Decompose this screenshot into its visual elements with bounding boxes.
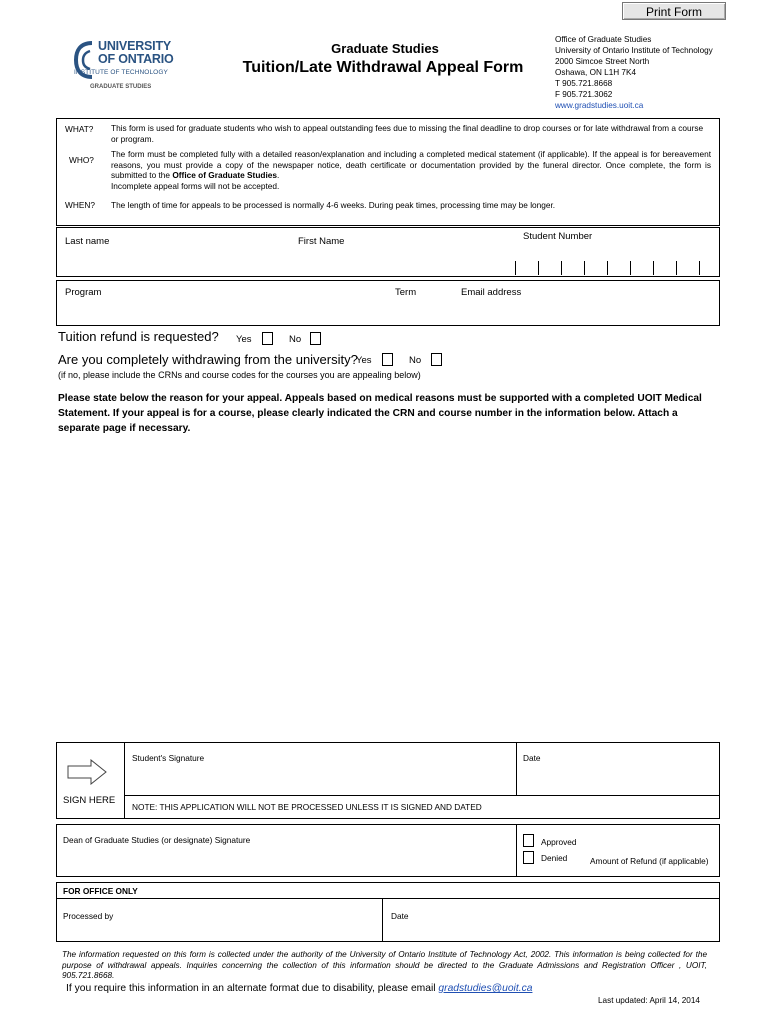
student-signature-label: Student's Signature <box>132 753 205 763</box>
signature-note: NOTE: THIS APPLICATION WILL NOT BE PROCESSED UNLESS IT IS SIGNED AND DATED <box>132 802 482 812</box>
approved-checkbox[interactable] <box>523 834 534 847</box>
student-number-digit-boxes[interactable] <box>515 261 700 275</box>
withdraw-note: (if no, please include the CRNs and course codes for the courses you are appealing below) <box>58 370 421 380</box>
privacy-notice: The information requested on this form is collected under the authority of the University of Ontario Institute of Technology Act, 2002. This information is being collected for the purpose of withdrawal appeals. Inquiries concerning the collection of this information should be directed to the Graduate Admissions and Registration Officer , UOIT, 905.721.8668. <box>62 950 707 980</box>
reason-instructions: Please state below the reason for your appeal. Appeals based on medical reasons must be supported with a completed UOIT Medical Statement. If your appeal is for a course, please clearly indicated the CRN and course number in the information below. Attach a separate page if necessary. <box>58 393 702 434</box>
email-label: Email address <box>461 287 522 298</box>
refund-no-label: No <box>289 334 302 345</box>
signature-date-field[interactable] <box>523 765 713 793</box>
arrow-right-icon <box>67 759 107 785</box>
signature-note-divider <box>124 795 720 796</box>
dean-divider <box>516 824 517 877</box>
when-label: WHEN? <box>65 200 95 210</box>
refund-amount-label: Amount of Refund (if applicable) <box>590 856 709 866</box>
student-signature-field[interactable] <box>132 765 510 793</box>
last-updated: Last updated: April 14, 2014 <box>598 996 700 1005</box>
approved-label: Approved <box>541 837 577 847</box>
print-form-button[interactable]: Print Form <box>622 2 726 20</box>
what-label: WHAT? <box>65 124 94 134</box>
office-date-label: Date <box>391 911 409 921</box>
who-text <box>111 149 711 191</box>
reason-text-area[interactable] <box>58 440 718 735</box>
withdraw-question: Are you completely withdrawing from the university? <box>58 352 358 367</box>
alt-format-text: If you require this information in an alternate format due to disability, please email <box>66 983 439 994</box>
refund-no-checkbox[interactable] <box>310 332 321 345</box>
department-title: Graduate Studies <box>331 41 439 56</box>
office-divider <box>382 898 383 942</box>
program-field-box[interactable] <box>56 280 720 326</box>
refund-question: Tuition refund is requested? <box>58 329 219 344</box>
what-text: This form is used for graduate students who wish to appeal outstanding fees due to missing the final deadline to drop courses or for late withdrawal from a course or program. <box>111 123 704 144</box>
address-line: 2000 Simcoe Street North <box>555 57 650 66</box>
fax-number: F 905.721.3062 <box>555 90 613 99</box>
term-label: Term <box>395 287 417 298</box>
signature-date-label: Date <box>523 753 541 763</box>
signature-date-divider <box>516 742 517 795</box>
withdraw-yes-label: Yes <box>356 355 372 366</box>
logo-line-2: OF ONTARIO <box>98 52 174 66</box>
last-name-label: Last name <box>65 236 110 247</box>
who-text-bold: Office of Graduate Studies <box>172 170 277 180</box>
email-link[interactable]: gradstudies@uoit.ca <box>438 983 533 994</box>
first-name-label: First Name <box>298 236 345 247</box>
who-label: WHO? <box>69 155 94 165</box>
withdraw-no-label: No <box>409 355 422 366</box>
office-box <box>56 882 720 942</box>
dean-signature-label: Dean of Graduate Studies (or designate) Signature <box>63 835 251 845</box>
alt-format-notice <box>66 983 532 994</box>
who-text-part: . <box>277 170 280 180</box>
address-line: Oshawa, ON L1H 7K4 <box>555 68 637 77</box>
denied-label: Denied <box>541 853 568 863</box>
address-line: Office of Graduate Studies <box>555 35 652 44</box>
office-header: FOR OFFICE ONLY <box>63 886 138 896</box>
sign-here-label: SIGN HERE <box>63 795 116 806</box>
processed-by-label: Processed by <box>63 911 114 921</box>
denied-checkbox[interactable] <box>523 851 534 864</box>
form-title: Tuition/Late Withdrawal Appeal Form <box>242 59 524 76</box>
who-text-note: Incomplete appeal forms will not be accepted. <box>111 180 280 191</box>
withdraw-no-checkbox[interactable] <box>431 353 442 366</box>
logo-subtitle: INSTITUTE OF TECHNOLOGY <box>74 69 168 76</box>
office-header-divider <box>56 898 720 899</box>
refund-yes-checkbox[interactable] <box>262 332 273 345</box>
website-link[interactable]: www.gradstudies.uoit.ca <box>555 101 644 110</box>
refund-yes-label: Yes <box>236 334 252 345</box>
phone-number: T 905.721.8668 <box>555 79 613 88</box>
when-text: The length of time for appeals to be processed is normally 4-6 weeks. During peak times, processing time may be longer. <box>111 200 556 210</box>
student-number-label: Student Number <box>523 231 593 242</box>
address-block <box>555 34 713 111</box>
program-label: Program <box>65 287 102 298</box>
who-text-part: The form must be completed fully with a detailed reason/explanation and including a completed medical statement (if applicable). If the appeal is for bereavement reasons, you must provide a copy of the newspaper notice, death certificate or documentation provided by the funeral director. Once complete, the form is submitted to the <box>111 149 711 180</box>
address-line: University of Ontario Institute of Technology <box>555 46 713 55</box>
dean-signature-field[interactable] <box>63 848 508 874</box>
withdraw-yes-checkbox[interactable] <box>382 353 393 366</box>
logo-grad-studies: GRADUATE STUDIES <box>90 84 152 90</box>
logo-wordmark <box>98 40 174 66</box>
logo-line-1: UNIVERSITY <box>98 39 172 53</box>
signature-divider <box>124 742 125 819</box>
